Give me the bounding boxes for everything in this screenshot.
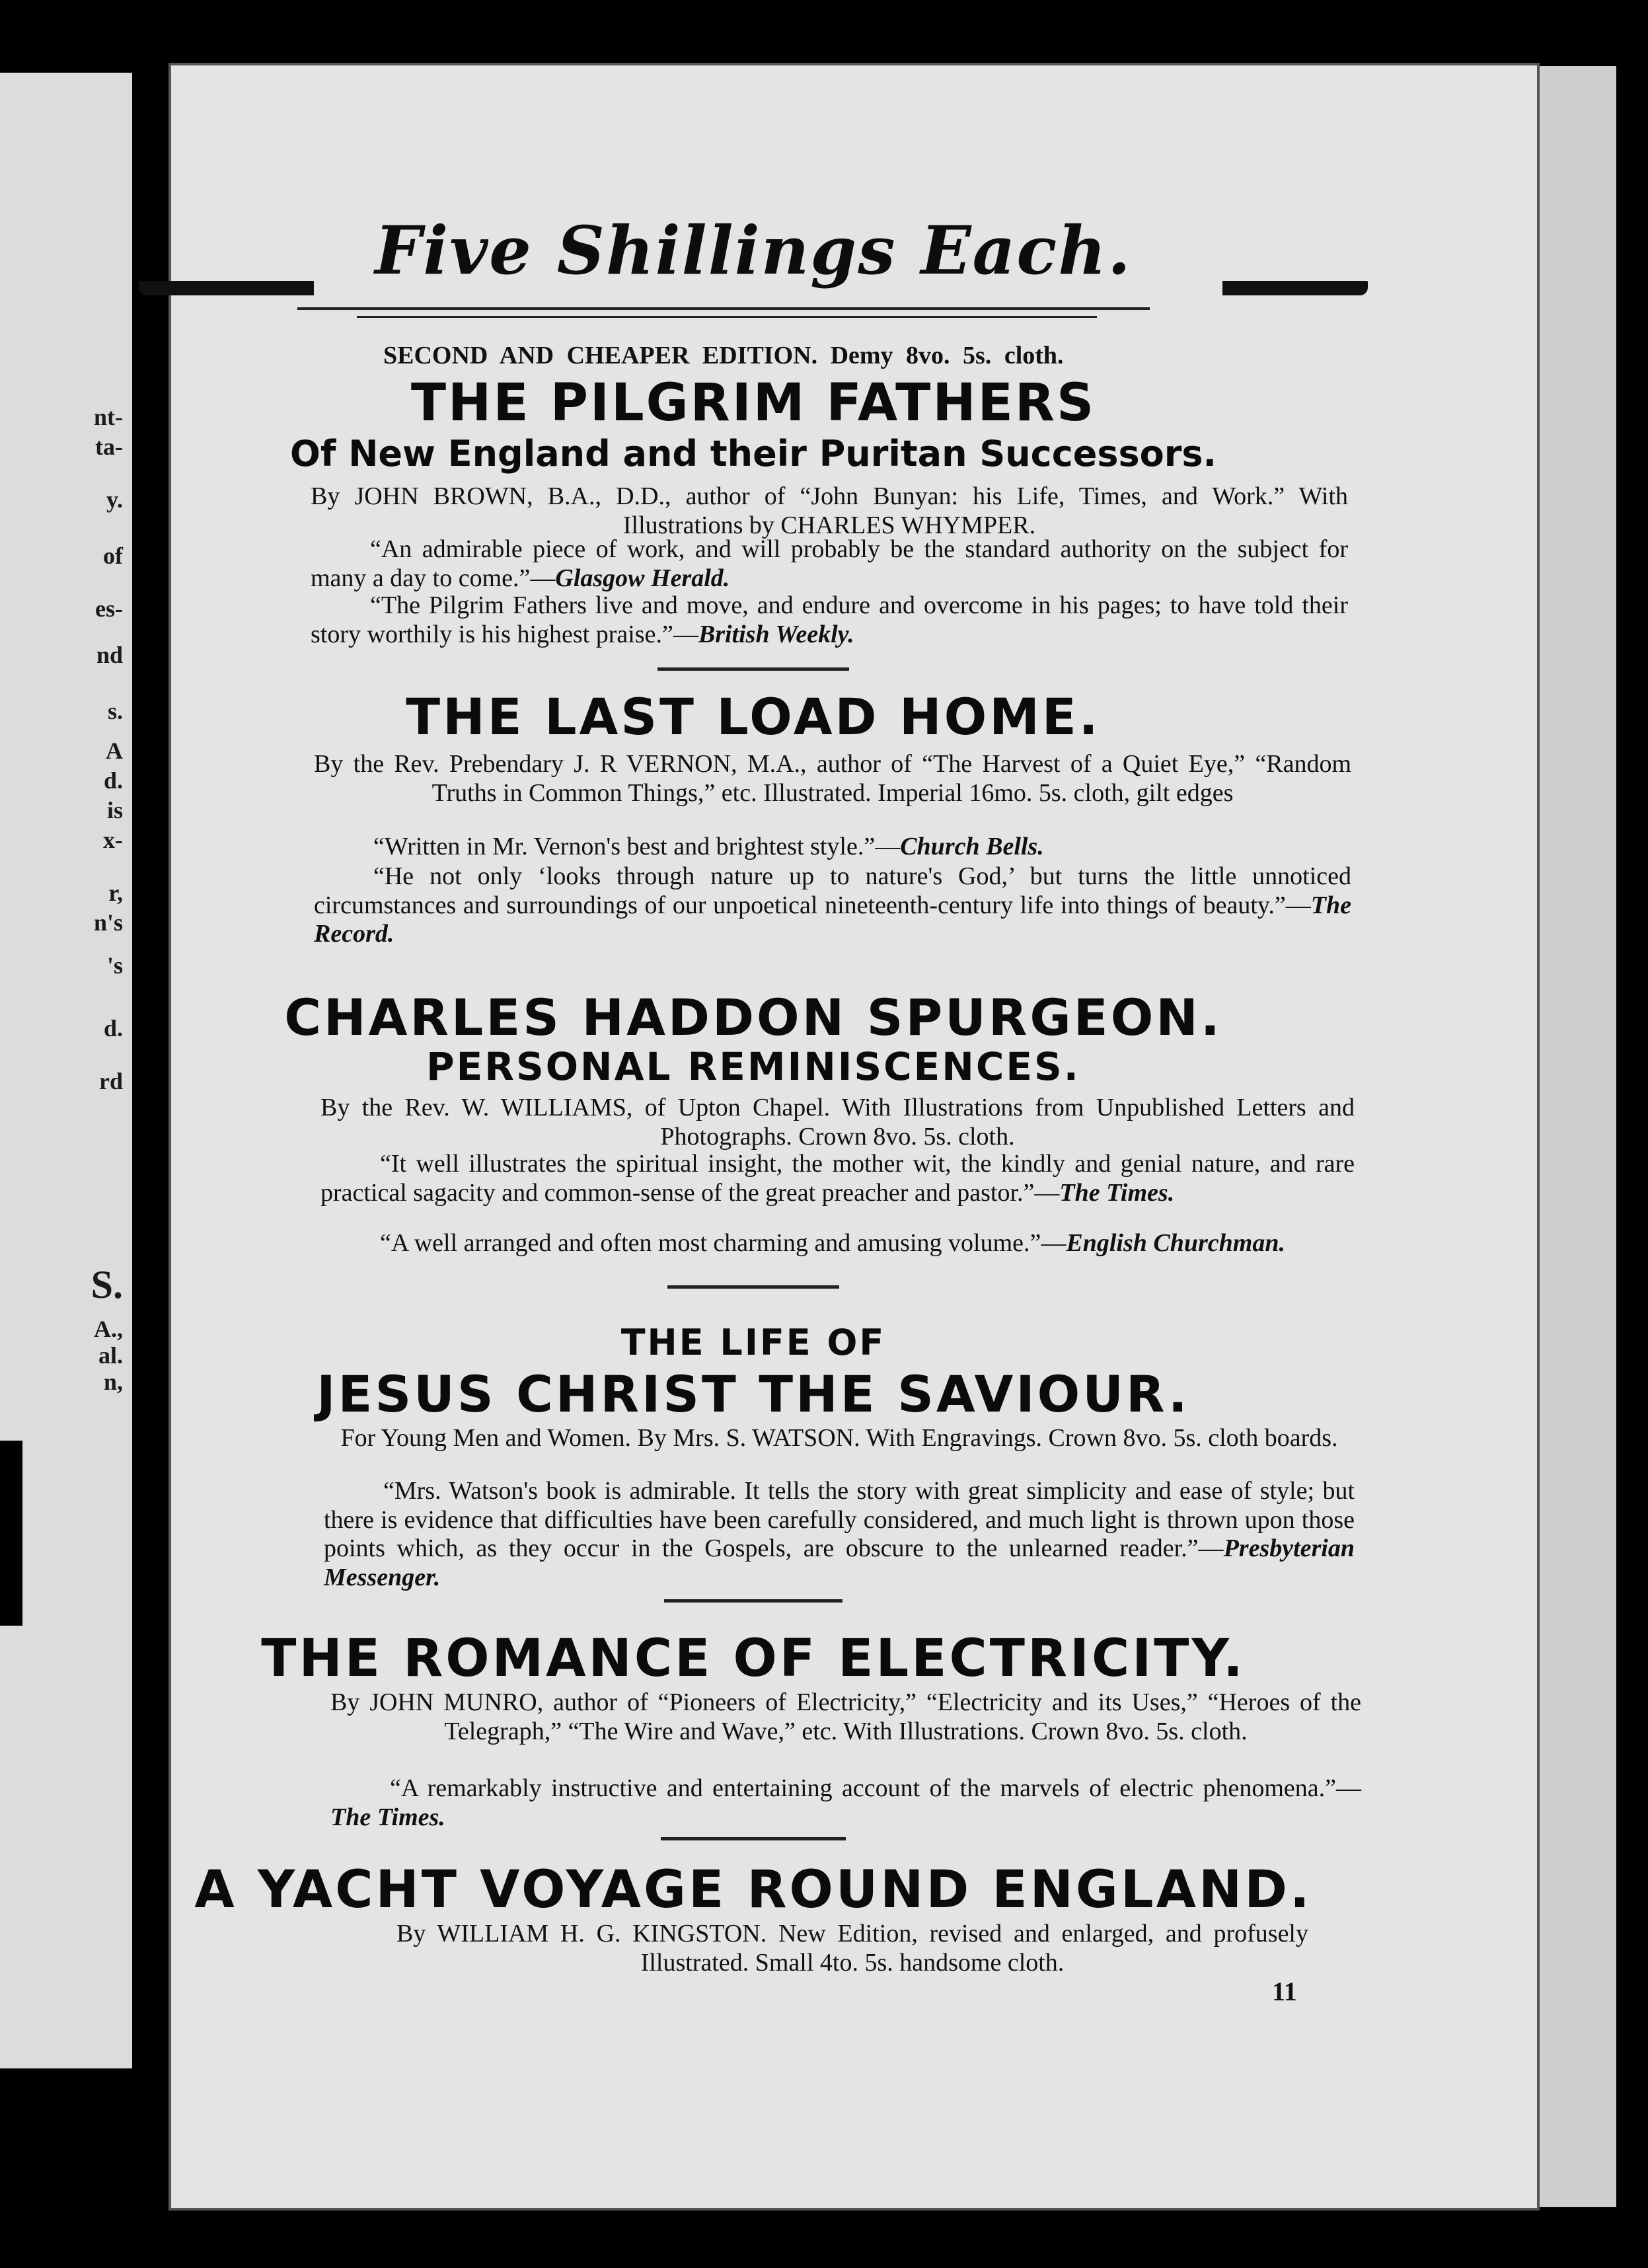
- header: [139, 159, 1368, 317]
- electricity-quote: “A remarkably instructive and entertaining account of the marvels of electric phenomena.”—The Times.: [330, 1774, 1361, 1831]
- jesus-quote: “Mrs. Watson's book is admirable. It tells the story with great simplicity and ease of style; but there is evidence that difficulties have been carefully considered, and much light is thrown upon those points which, as they occur in the Gospels, are obscure to the unlearned reader.”—Presbyterian Messenger.: [324, 1477, 1355, 1592]
- header-rule: [297, 307, 1150, 310]
- last-load-quote: “Written in Mr. Vernon's best and brightest style.”—Church Bells.: [373, 833, 1044, 860]
- left-fragment: S.: [91, 1263, 123, 1306]
- left-dark-block: [0, 1441, 22, 1626]
- left-fragment: n's: [93, 909, 123, 936]
- right-page-edge: [1526, 66, 1616, 2207]
- section-divider: [139, 667, 1368, 671]
- pilgrim-quote: “An admirable piece of work, and will probably be the standard authority on the subject for many a day to come.”—Glasgow Herald.: [311, 535, 1348, 592]
- section-divider: [139, 1285, 1368, 1289]
- left-fragment: A: [106, 737, 123, 764]
- last-load-title: THE LAST LOAD HOME.: [406, 687, 1101, 746]
- spurgeon-quote: “A well arranged and often most charming and amusing volume.”—English Churchman.: [380, 1229, 1285, 1257]
- left-fragment: y.: [106, 486, 123, 513]
- left-fragment: rd: [99, 1068, 123, 1094]
- left-fragment: n,: [103, 1369, 123, 1395]
- left-fragment: d.: [103, 1015, 123, 1041]
- section-divider: [139, 1599, 1368, 1603]
- yacht-title: A YACHT VOYAGE ROUND ENGLAND.: [194, 1860, 1312, 1920]
- left-fragment: nd: [96, 642, 123, 668]
- yacht-byline: By WILLIAM H. G. KINGSTON. New Edition, revised and enlarged, and profusely Illustrated. Small 4to. 5s. handsome cloth.: [396, 1920, 1308, 1977]
- jesus-pretitle: THE LIFE OF: [620, 1322, 886, 1363]
- left-fragment: d.: [103, 767, 123, 794]
- spurgeon-quote: “It well illustrates the spiritual insight, the mother wit, the kindly and genial nature, and rare practical sagacity and common-sense of the great preacher and pastor.”—The Times.: [320, 1150, 1355, 1207]
- left-fragment: r,: [108, 880, 123, 906]
- left-fragment: al.: [98, 1342, 123, 1369]
- left-fragment: 's: [106, 952, 123, 979]
- left-fragment: x-: [103, 827, 123, 853]
- pilgrim-subtitle: Of New England and their Puritan Successors.: [290, 433, 1217, 474]
- pilgrim-quote: “The Pilgrim Fathers live and move, and endure and overcome in his pages; to have told their story worthily is his highest praise.”—British Weekly.: [311, 591, 1348, 648]
- pilgrim-byline: By JOHN BROWN, B.A., D.D., author of “John Bunyan: his Life, Times, and Work.” With Illustrations by CHARLES WHYMPER.: [311, 482, 1348, 539]
- left-fragment: nt-: [94, 404, 123, 430]
- page-number: 11: [1272, 1977, 1297, 2006]
- spurgeon-title: CHARLES HADDON SPURGEON.: [284, 988, 1222, 1047]
- pilgrim-edition: SECOND AND CHEAPER EDITION. Demy 8vo. 5s. cloth.: [383, 342, 1064, 369]
- left-fragment: s.: [107, 698, 123, 724]
- spurgeon-subtitle: PERSONAL REMINISCENCES.: [426, 1044, 1080, 1089]
- left-fragment: es-: [95, 595, 123, 622]
- electricity-byline: By JOHN MUNRO, author of “Pioneers of Electricity,” “Electricity and its Uses,” “Heroes of the Telegraph,” “The Wire and Wave,” etc. With Illustrations. Crown 8vo. 5s. cloth.: [330, 1688, 1361, 1745]
- header-rule: [357, 316, 1097, 318]
- jesus-title: JESUS CHRIST THE SAVIOUR.: [317, 1365, 1190, 1423]
- section-divider: [139, 1837, 1368, 1840]
- jesus-byline: For Young Men and Women. By Mrs. S. WATSON. With Engravings. Crown 8vo. 5s. cloth boards.: [340, 1424, 1338, 1452]
- page-title: Five Shillings Each.: [375, 211, 1132, 289]
- pilgrim-title: THE PILGRIM FATHERS: [410, 373, 1096, 433]
- left-fragment: ta-: [95, 434, 123, 460]
- electricity-title: THE ROMANCE OF ELECTRICITY.: [261, 1629, 1246, 1688]
- last-load-quote: “He not only ‘looks through nature up to nature's God,’ but turns the little unnoticed circumstances and surroundings of our unpoetical nineteenth-century life into things of beauty.”—The Record.: [314, 862, 1351, 948]
- left-fragment: of: [103, 543, 123, 569]
- header-ornament-right: [1222, 281, 1368, 295]
- last-load-byline: By the Rev. Prebendary J. R VERNON, M.A., author of “The Harvest of a Quiet Eye,” “Random Truths in Common Things,” etc. Illustrated. Imperial 16mo. 5s. cloth, gilt edges: [314, 750, 1351, 807]
- spurgeon-byline: By the Rev. W. WILLIAMS, of Upton Chapel. With Illustrations from Unpublished Letters and Photographs. Crown 8vo. 5s. cloth.: [320, 1094, 1355, 1151]
- left-fragment: is: [106, 797, 123, 823]
- left-fragment: A.,: [94, 1316, 123, 1342]
- left-page-edge: [0, 73, 132, 2068]
